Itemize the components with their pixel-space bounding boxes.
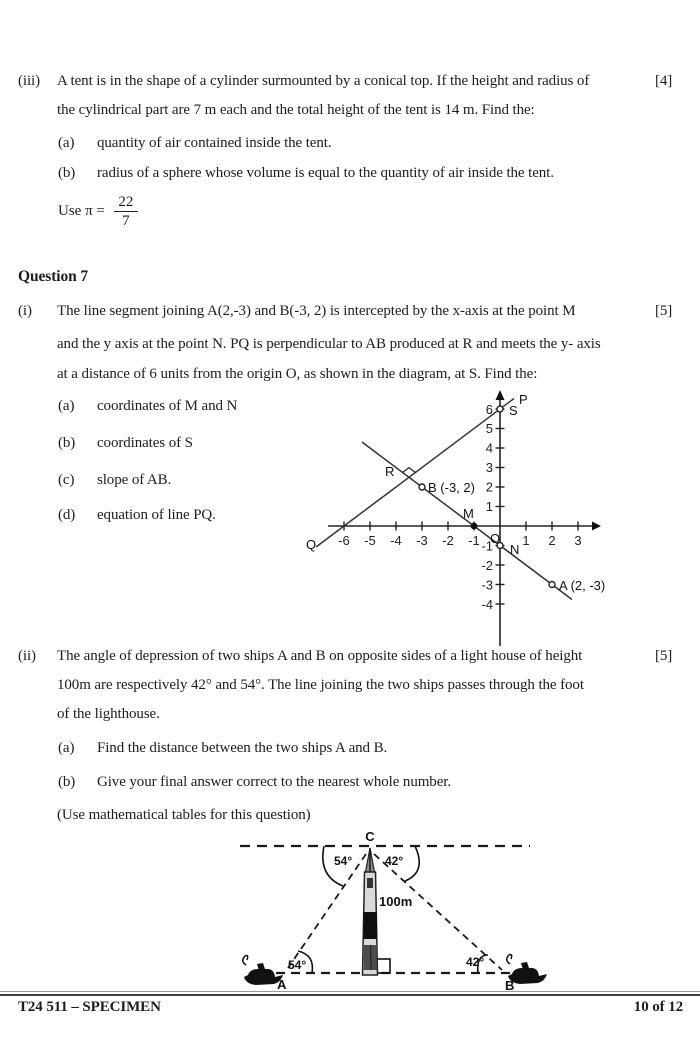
part-ii-line1: The angle of depression of two ships A and B on opposite sides of a light house of height [57,648,583,664]
y-tick-label: 2 [485,479,493,495]
footer-rule-dark [0,994,700,996]
y-tick-label: 4 [485,440,493,456]
item-iii-line2: the cylindrical part are 7 m each and the total height of the tent is 14 m. Find the: [57,102,535,118]
label-n: N [510,542,520,557]
x-tick-label: 3 [574,533,582,548]
pi-numerator: 22 [118,194,134,210]
part-i-d-text: equation of line PQ. [97,507,216,523]
part-i-b-text: coordinates of S [97,435,193,451]
label-origin: O [490,531,501,546]
pi-denominator: 7 [122,213,130,229]
y-tick-label: 6 [485,402,493,417]
arc-42-top [405,846,419,881]
y-tick-label: -1 [481,538,493,554]
pi-instruction [58,194,138,229]
right-angle-mark [403,468,416,473]
x-tick-label: -3 [416,533,428,548]
part-i-a-label: (a) [58,398,75,414]
y-axis-arrow-icon [496,390,505,400]
item-iii-line1: A tent is in the shape of a cylinder surmounted by a conical top. If the height and radius of [57,73,590,89]
pi-prefix: Use π = [58,203,105,219]
x-tick-label: 2 [548,533,556,548]
part-ii-label: (ii) [18,648,36,664]
point-s-marker [497,406,503,412]
label-m: M [463,506,474,521]
point-b-marker [419,484,425,490]
pi-fraction [114,194,138,229]
label-angle-42-top: 42° [385,854,404,868]
part-i-a-text: coordinates of M and N [97,398,238,414]
x-tick-label: 1 [522,533,530,548]
lighthouse-diagram [230,828,560,998]
label-height-100m: 100m [379,894,413,909]
item-iii-b-text: radius of a sphere whose volume is equal to the quantity of air inside the tent. [97,165,554,181]
part-i-d-label: (d) [58,507,76,523]
label-angle-42-ship-b: 42° [466,955,485,969]
label-apex-c: C [365,829,375,844]
label-ship-a: A [277,977,287,992]
y-tick-label: -2 [481,558,493,573]
sight-line-to-ship-b [374,854,502,970]
x-tick-label: -2 [442,533,454,548]
y-tick-label: 5 [485,421,493,436]
item-iii-a-text: quantity of air contained inside the tent. [97,135,332,151]
item-iii-b-label: (b) [58,165,76,181]
item-iii-marks: [4] [655,73,673,89]
footer-page-number: 10 of 12 [633,999,683,1015]
part-i-c-label: (c) [58,472,75,488]
coordinate-graph [300,388,620,650]
part-ii-a-label: (a) [58,740,75,756]
y-tick-label: 1 [485,499,493,514]
label-ship-b: B [505,978,515,993]
part-ii-b-label: (b) [58,774,76,790]
label-b-coords: B (-3, 2) [428,480,475,495]
part-ii-line2: 100m are respectively 42° and 54°. The line joining the two ships passes through the foot [57,677,584,693]
part-i-marks: [5] [655,303,673,319]
part-i-label: (i) [18,303,32,319]
label-q: Q [306,537,317,552]
x-tick-label: -4 [390,533,402,548]
x-tick-label: -5 [364,533,376,548]
label-angle-54-ship-a: 54° [288,958,307,972]
label-p: P [519,392,528,407]
part-i-c-text: slope of AB. [97,472,172,488]
x-axis-arrow-icon [592,522,601,531]
part-ii-b-text: Give your final answer correct to the nearest whole number. [97,774,451,790]
part-i-line2: and the y axis at the point N. PQ is perpendicular to AB produced at R and meets the y- axis [57,336,601,352]
x-tick-label: -6 [338,533,350,548]
footer-paper-code: T24 511 – SPECIMEN [18,999,161,1015]
part-ii-note: (Use mathematical tables for this question) [57,807,311,823]
item-iii-label: (iii) [18,73,40,89]
point-a-marker [549,582,555,588]
question7-heading: Question 7 [18,268,89,285]
label-a-coords: A (2, -3) [559,578,606,593]
y-tick-label: -3 [481,577,493,593]
label-s: S [509,403,518,418]
label-angle-54-top: 54° [334,854,353,868]
lighthouse-icon [363,848,378,975]
footer-rule-light [0,991,700,992]
part-i-line1: The line segment joining A(2,-3) and B(-3, 2) is intercepted by the x-axis at the point M [57,303,576,319]
part-i-line3: at a distance of 6 units from the origin O, as shown in the diagram, at S. Find the: [57,366,538,382]
fraction-bar [114,211,138,212]
y-tick-label: 3 [485,460,493,475]
part-ii-line3: of the lighthouse. [57,706,160,722]
x-tick-label: -1 [468,533,480,548]
item-iii-a-label: (a) [58,135,75,151]
label-r: R [385,464,395,479]
point-m-marker [471,523,478,530]
y-tick-label: -4 [481,597,493,612]
part-ii-marks: [5] [655,648,673,664]
part-i-b-label: (b) [58,435,76,451]
part-ii-a-text: Find the distance between the two ships A and B. [97,740,388,756]
